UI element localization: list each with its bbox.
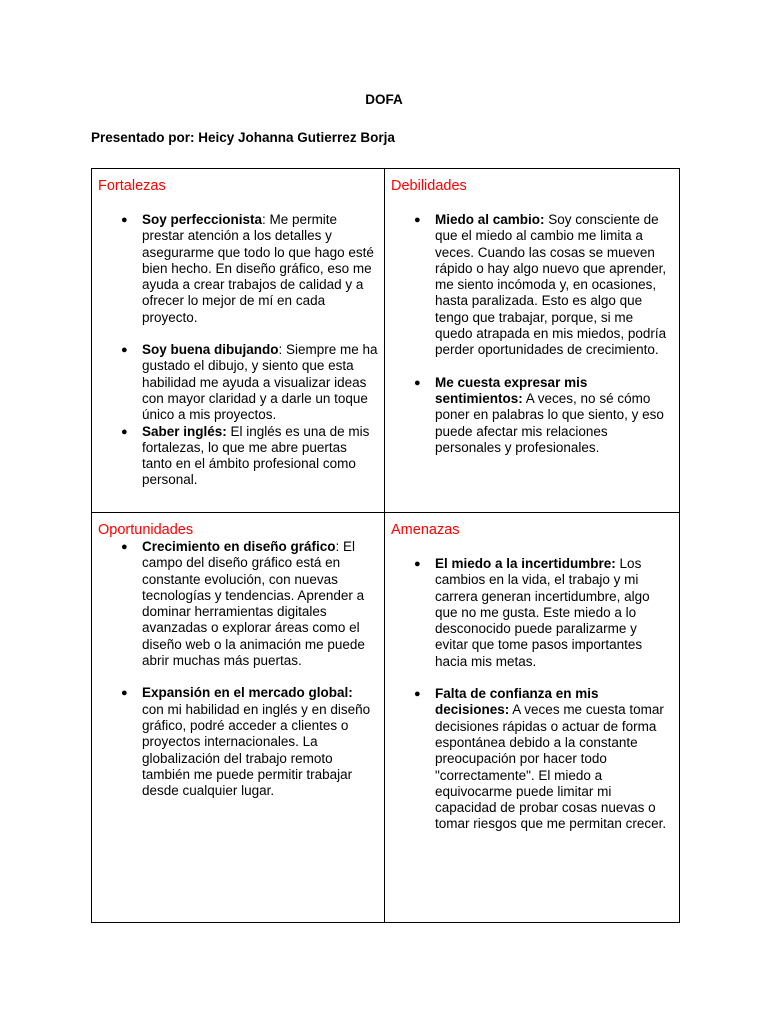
list-item — [391, 556, 673, 670]
bullet-icon: ● — [121, 214, 128, 226]
bullet-icon: ● — [121, 425, 128, 438]
item-lead: Expansión en el mercado global: — [142, 685, 353, 701]
item-text: A veces, no sé cómo poner en palabras lo que siento, y eso puede afectar mis relaciones personales y profesionales. — [435, 390, 664, 455]
item-text: con mi habilidad en inglés y en diseño gráfico, podré acceder a clientes o proyectos internacionales. La globalización del trabajo remoto también me puede permitir trabajar desde cualquier lugar. — [142, 701, 371, 799]
bullet-icon: ● — [414, 688, 421, 701]
item-lead: Falta de confianza en mis decisiones: — [435, 686, 599, 718]
quadrant-fortalezas — [92, 169, 385, 513]
bullet-icon: ● — [121, 687, 128, 700]
quadrant-heading: Debilidades — [391, 178, 467, 194]
item-text: : Me permite prestar atención a los detalles y asegurarme que todo lo que hago esté bien hecho. En diseño gráfico, eso me ayuda a crear trabajos de calidad y a ofrecer lo mejor de mí en cada proyecto. — [142, 212, 374, 325]
quadrant-heading: Amenazas — [391, 522, 460, 538]
list-item — [98, 685, 378, 799]
document-author: Presentado por: Heicy Johanna Gutierrez Borja — [91, 130, 395, 145]
item-text: : El campo del diseño gráfico está en constante evolución, con nuevas tecnologías y tendencias. Aprender a dominar herramientas digitales avanzadas o explorar áreas como el diseño web o la animación me puede abrir muchas más puertas. — [142, 539, 365, 669]
quadrant-heading: Fortalezas — [98, 178, 166, 194]
list-item — [98, 539, 378, 669]
list-item — [98, 424, 378, 489]
item-text: : Siempre me ha gustado el dibujo, y siento que esta habilidad me ayuda a visualizar ideas con mayor claridad y a darle un toque único a mis proyectos. — [142, 342, 378, 423]
item-text: Los cambios en la vida, el trabajo y mi carrera generan incertidumbre, algo que no me gusta. Este miedo a lo desconocido puede paralizarme y evitar que tome pasos importantes hacia mis metas. — [435, 556, 650, 669]
item-lead: Soy perfeccionista — [142, 212, 263, 227]
document-title: DOFA — [365, 92, 403, 107]
quadrant-heading: Oportunidades — [98, 522, 194, 538]
oportunidades-list — [98, 539, 378, 799]
dofa-matrix — [91, 168, 680, 923]
matrix-row-external — [92, 513, 680, 923]
bullet-icon: ● — [121, 344, 128, 357]
item-lead: Miedo al cambio: — [435, 212, 545, 227]
item-lead: Soy buena dibujando — [142, 342, 279, 358]
item-lead: Crecimiento en diseño gráfico — [142, 539, 336, 554]
item-lead: El miedo a la incertidumbre: — [435, 556, 616, 571]
list-item — [391, 375, 673, 456]
item-text: Soy consciente de que el miedo al cambio me limita a veces. Cuando las cosas se mueven rápido o hay algo nuevo que aprender, me siento incómoda y, en ocasiones, hasta paralizada. Esto es algo que tengo que trabajar, porque, si me quedo atrapada en mis miedos, podría perder oportunidades de crecimiento. — [435, 212, 667, 358]
bullet-icon: ● — [414, 376, 421, 389]
bullet-icon: ● — [121, 541, 128, 553]
item-lead: Me cuesta expresar mis sentimientos: — [435, 374, 588, 406]
list-item — [98, 212, 378, 326]
item-text: A veces me cuesta tomar decisiones rápidas o actuar de forma espontánea debido a la constante preocupación por hacer todo "correctamente". El miedo a equivocarme puede limitar mi capacidad de probar cosas nuevas o tomar riesgos que me permitan crecer. — [435, 702, 667, 832]
list-item — [391, 686, 673, 833]
list-item — [391, 212, 673, 359]
bullet-icon: ● — [414, 558, 421, 570]
item-text: El inglés es una de mis fortalezas, lo que me abre puertas tanto en el ámbito profesional como personal. — [142, 423, 370, 488]
quadrant-debilidades — [385, 169, 680, 513]
matrix-row-internal — [92, 169, 680, 513]
quadrant-amenazas — [385, 513, 680, 923]
fortalezas-list — [98, 212, 378, 489]
debilidades-list — [391, 212, 673, 456]
quadrant-oportunidades — [92, 513, 385, 923]
item-lead: Saber inglés: — [142, 423, 227, 439]
amenazas-list — [391, 556, 673, 833]
list-item — [98, 342, 378, 423]
bullet-icon: ● — [414, 214, 421, 226]
